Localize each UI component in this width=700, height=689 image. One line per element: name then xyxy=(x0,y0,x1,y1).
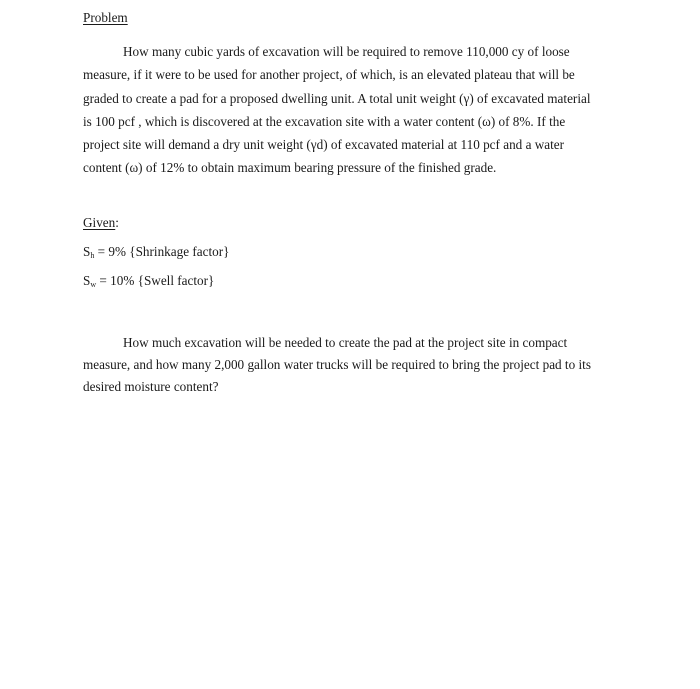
swell-subscript: w xyxy=(90,280,97,289)
given-heading-wrap xyxy=(83,215,119,231)
problem-line: content (ω) of 12% to obtain maximum bearing pressure of the finished grade. xyxy=(83,160,497,176)
given-heading-colon: : xyxy=(115,215,119,230)
question-line: How much excavation will be needed to create the pad at the project site in compact xyxy=(123,335,568,350)
problem-statement xyxy=(83,40,623,180)
swell-text: = 10% {Swell factor} xyxy=(96,273,215,288)
question-line: measure, and how many 2,000 gallon water trucks will be required to bring the project pad to its xyxy=(83,357,591,372)
swell-symbol: S xyxy=(83,273,91,288)
question-statement xyxy=(83,332,623,398)
given-heading: Given xyxy=(83,215,116,230)
problem-line: How many cubic yards of excavation will be required to remove 110,000 cy of loose xyxy=(123,44,570,59)
problem-line: graded to create a pad for a proposed dwelling unit. A total unit weight (γ) of excavated material xyxy=(83,90,591,106)
problem-line: measure, if it were to be used for another project, of which, is an elevated plateau that will be xyxy=(83,67,575,83)
shrinkage-subscript: h xyxy=(90,251,95,260)
swell-factor-line xyxy=(83,273,214,289)
question-line: desired moisture content? xyxy=(83,379,219,394)
problem-line: project site will demand a dry unit weight (γd) of excavated material at 110 pcf and a water xyxy=(83,137,565,153)
problem-heading: Problem xyxy=(83,10,128,25)
problem-line: is 100 pcf , which is discovered at the excavation site with a water content (ω) of 8%. If the xyxy=(83,113,566,129)
shrinkage-text: = 9% {Shrinkage factor} xyxy=(94,244,230,259)
shrinkage-symbol: S xyxy=(83,244,91,259)
shrinkage-factor-line xyxy=(83,244,229,260)
